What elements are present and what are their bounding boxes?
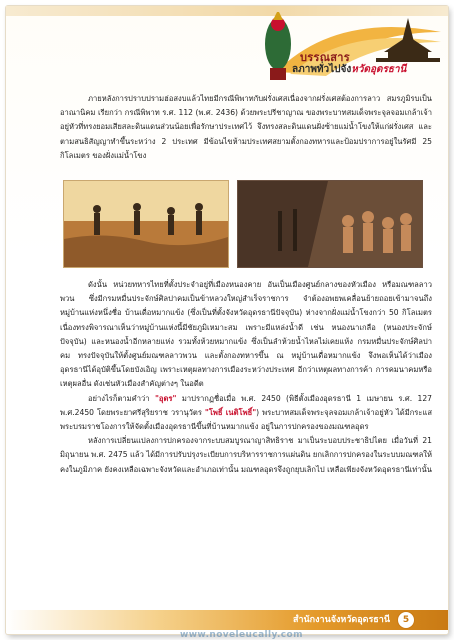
header-title: บรรณสาร: [300, 51, 350, 64]
paragraph-2: ดังนั้น หน่วยทหารไทยที่ตั้งประจำอยู่ที่เมืองหนองคาย อันเป็นเมืองศูนย์กลางของหัวเมือง หรือมณฑลลาวพวน ซึ่งมีกรมหมื่นประจักษ์ศิลปาคมเป็นข้าหลวงใหญ่สำเร็จราชการ จำต้องอพยพเคลื่อนย้ายถอยเข้ามาจนถึงหมู่บ้านแห่งหนึ่งชื่อ บ้านเดื่อหมากแข้ง (ซึ่งเป็นที่ตั้งจังหวัดอุดรธานีปัจจุบัน) ห่างจากฝั่งแม่น้ำโขงกว่า 50 กิโลเมตร เนื่องทรงพิจารณาเห็นว่าหมู่บ้านแห่งนี้มีชัยภูมิเหมาะสม เพราะมีแหล่งน้ำดี เช่น หนองนาเกลือ (หนองประจักษ์ ปัจจุบัน) และหนองน้ำอีกหลายแห่ง รวมทั้งห้วยหมากแข้ง ซึ่งเป็นลำห้วยน้ำไหลไม่เคยแห้ง กรมหมื่นประจักษ์ศิลปาคม ทรงปัจจุบันให้ตั้งศูนย์มณฑลลาวพวน และตั้งกองทหารขึ้น ณ หมู่บ้านเดื่อหมากแข้ง จึงพอเห็นได้ว่าเมืองอุดรธานีได้อุบัติขึ้นโดยบังเอิญ เพราะเหตุผลทางการเมืองระหว่างประเทศ อีกว่าเหตุผลทางการค้า การคมนาคมหรือเหตุผลอื่น ดังเช่นหัวเมืองสำคัญต่างๆ ในอดีต อย่างไรก็ตามคำว่า "อุดร" มาปรากฏชื่อเมื่อ พ.ศ. 2450 (พิธีตั้งเมืองอุดรธานี 1 เมษายน ร.ศ. 127 พ.ศ.2450 โดยพระยาศรีสุริยราช วรานุวัตร "โพธิ์ เนติโพธิ์") พระบาทสมเด็จพระจุลจอมเกล้าเจ้าอยู่หัว ได้มีกระแสพระบรมราชโองการให้จัดตั้งเมืองอุดรธานีขึ้นที่บ้านหมากแข้ง อยู่ในการปกครองของมณฑลอุดร หลังการเปลี่ยนแปลงการปกครองจากระบบสมบูรณาญาสิทธิราช มาเป็นระบอบประชาธิปไตย เมื่อวันที่ 21 มิถุนายน พ.ศ. 2475 แล้ว ได้มีการปรับปรุงระเบียบการบริหารราชการแผ่นดิน ยกเลิกการปกครองในระบบมณฑลให้คงในภูมิภาค ยังคงเหลือเฉพาะจังหวัดและอำเภอเท่านั้น มณฑลอุดรจึงถูกยุบเลิกไป เหลือเพียงจังหวัดอุดรธานีเท่านั้น: [60, 280, 433, 474]
painting-soldiers-icon: [237, 180, 423, 268]
paragraph-1: ภายหลังการปราบปรามฮ่อสงบแล้วไทยมีกรณีพิพาทกับฝรั่งเศสเนื่องจากฝรั่งเศสต้องการลาว สมรภูมิรบเป็นอาณานิคม เรียกว่า กรณีพิพาท ร.ศ. 112 (พ.ศ. 2436) ด้วยพระปรีชาญาณ ของพระบาทสมเด็จพระจุลจอมเกล้าเจ้าอยู่หัวที่ทรงยอมเสียสละดินแดนส่วนน้อยเพื่อรักษาประเทศไว้ จึงทรงสละดินแดนฝั่งซ้ายแม่น้ำโขงให้แก่ฝรั่งเศส และตามสนธิสัญญาทำขึ้นระหว่าง 2 ประเทศ มีข้อนไขห้ามประเทศสยามตั้งกองทหารและป้อมปราการอยู่ในรัศมี 25 กิโลเมตร ของฝั่งแม่น้ำโขง: [60, 94, 432, 160]
header-subtitle: ลภาพทั่วไปจังหวัดอุดรธานี: [292, 64, 407, 75]
image-row: [63, 180, 423, 268]
header-subtitle-highlight: หวัดอุดรธานี: [351, 64, 407, 75]
emphasis-pho-netiphoi: "โพธิ์ เนติโพธิ์": [204, 407, 257, 417]
watermark: www.noveleucally.com: [180, 630, 303, 640]
page-number: 5: [398, 612, 414, 628]
emphasis-udon: "อุดร": [154, 393, 177, 403]
footer-office: สำนักงานจังหวัดอุดรธานี: [292, 615, 390, 625]
painting-villagers-field-icon: [63, 180, 229, 268]
